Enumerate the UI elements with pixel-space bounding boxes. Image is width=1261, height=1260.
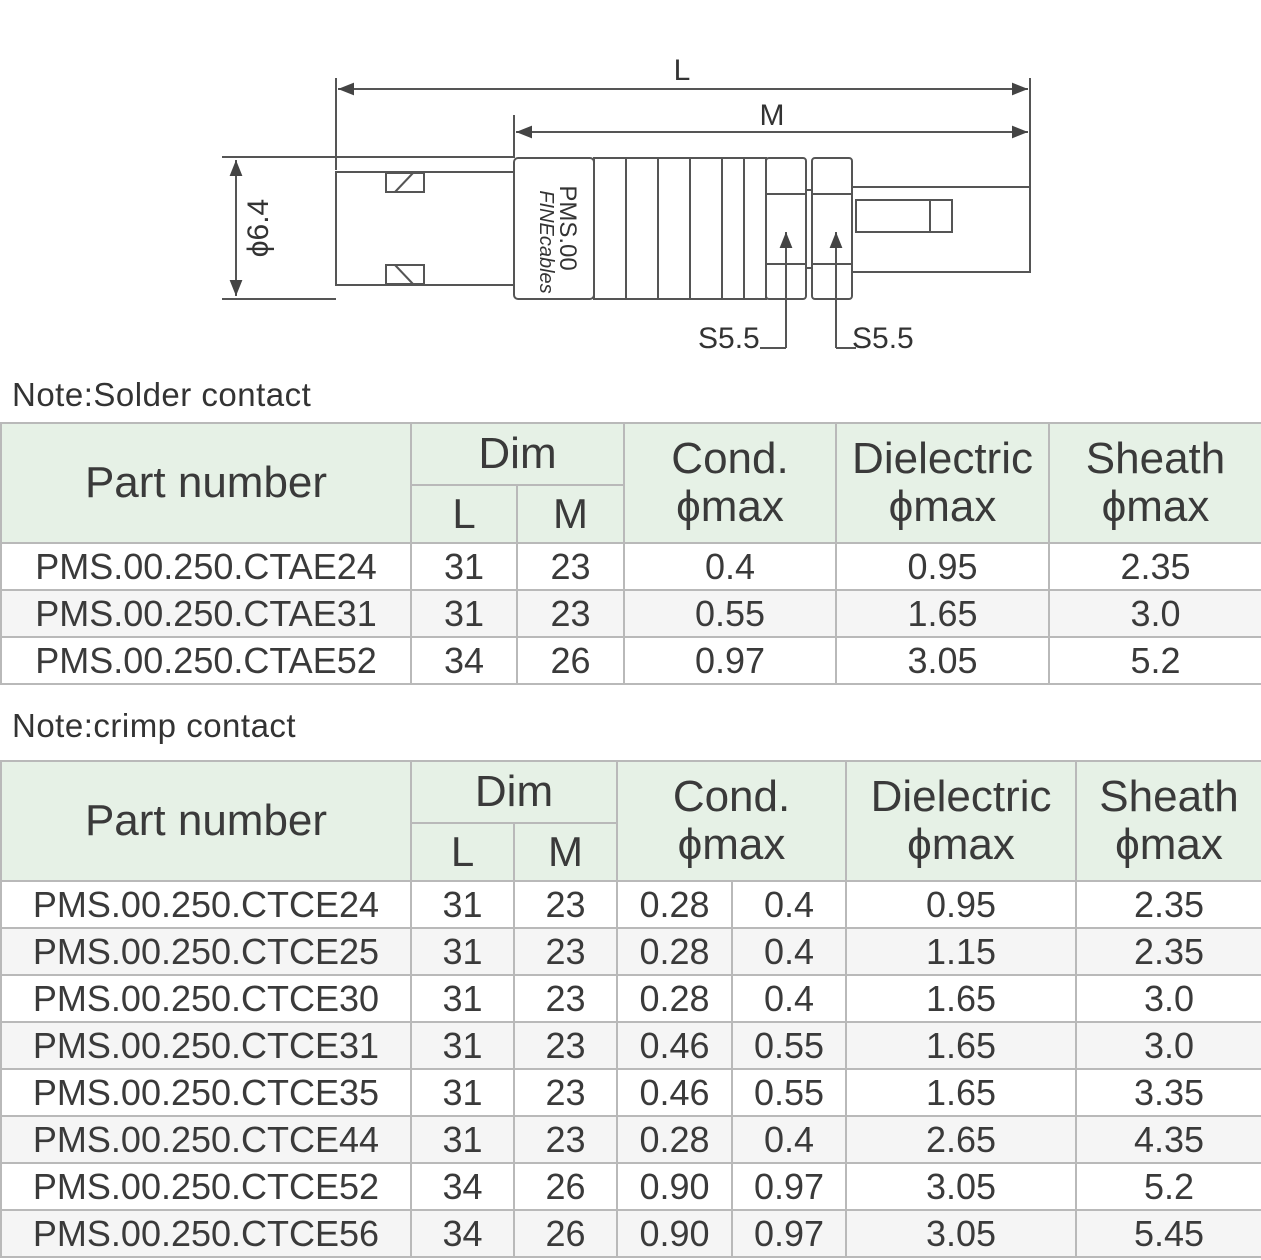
table-row [1,928,1261,975]
dielectric-cell: 3.05 [846,1163,1076,1210]
dielectric-cell: 1.65 [846,1069,1076,1116]
sheath-cell: 2.35 [1076,928,1261,975]
dielectric-cell: 2.65 [846,1116,1076,1163]
sheath-cell: 5.45 [1076,1210,1261,1257]
cond-cell: 0.97 [624,637,836,684]
header-sheath: Sheath ϕmax [1049,423,1261,543]
part-number-cell: PMS.00.250.CTAE52 [1,637,411,684]
header-dim: Dim [411,761,617,823]
table-row [1,881,1261,928]
header-dim-l: L [411,485,517,543]
table-row [1,637,1261,684]
dielectric-cell: 1.65 [846,1022,1076,1069]
l-cell: 31 [411,881,514,928]
sheath-cell: 5.2 [1049,637,1261,684]
cond-min-cell: 0.28 [617,881,732,928]
m-cell: 23 [514,1116,617,1163]
cond-min-cell: 0.28 [617,975,732,1022]
part-number-cell: PMS.00.250.CTCE35 [1,1069,411,1116]
header-dim-m: M [514,823,617,881]
sheath-cell: 5.2 [1076,1163,1261,1210]
header-cond: Cond. ϕmax [624,423,836,543]
solder-contact-table [0,422,1261,685]
m-cell: 23 [514,928,617,975]
table-row [1,1069,1261,1116]
l-cell: 31 [411,543,517,590]
dielectric-cell: 3.05 [836,637,1049,684]
l-cell: 34 [411,1163,514,1210]
dielectric-cell: 3.05 [846,1210,1076,1257]
m-cell: 26 [514,1163,617,1210]
dim-diameter-label: ϕ6.4 [242,198,275,258]
table-row [1,543,1261,590]
m-cell: 23 [514,881,617,928]
cond-max-cell: 0.97 [732,1163,846,1210]
part-number-cell: PMS.00.250.CTCE56 [1,1210,411,1257]
m-cell: 23 [514,1022,617,1069]
crimp-contact-table [0,760,1261,1258]
cond-max-cell: 0.4 [732,1116,846,1163]
cond-min-cell: 0.28 [617,928,732,975]
cond-max-cell: 0.55 [732,1069,846,1116]
cond-max-cell: 0.4 [732,928,846,975]
header-part-number: Part number [1,761,411,881]
dielectric-cell: 1.15 [846,928,1076,975]
sheath-cell: 2.35 [1049,543,1261,590]
sheath-cell: 3.0 [1076,975,1261,1022]
cond-min-cell: 0.28 [617,1116,732,1163]
cond-cell: 0.55 [624,590,836,637]
part-number-cell: PMS.00.250.CTCE24 [1,881,411,928]
l-cell: 31 [411,590,517,637]
header-dim-l: L [411,823,514,881]
sheath-cell: 3.0 [1076,1022,1261,1069]
cond-max-cell: 0.97 [732,1210,846,1257]
part-number-cell: PMS.00.250.CTAE24 [1,543,411,590]
cond-max-cell: 0.55 [732,1022,846,1069]
table-row [1,1210,1261,1257]
m-cell: 23 [514,975,617,1022]
sheath-cell: 2.35 [1076,881,1261,928]
spanner-label-1: S5.5 [698,322,760,355]
sheath-cell: 3.0 [1049,590,1261,637]
header-sheath: Sheath ϕmax [1076,761,1261,881]
dielectric-cell: 0.95 [846,881,1076,928]
dielectric-cell: 1.65 [846,975,1076,1022]
m-cell: 23 [517,590,624,637]
part-number-cell: PMS.00.250.CTCE31 [1,1022,411,1069]
header-part-number: Part number [1,423,411,543]
table-row [1,975,1261,1022]
sheath-cell: 3.35 [1076,1069,1261,1116]
part-number-cell: PMS.00.250.CTAE31 [1,590,411,637]
l-cell: 31 [411,1116,514,1163]
cond-cell: 0.4 [624,543,836,590]
m-cell: 26 [517,637,624,684]
dim-m-label: M [759,99,785,132]
l-cell: 34 [411,637,517,684]
l-cell: 31 [411,1022,514,1069]
dim-l-label: L [673,54,691,87]
m-cell: 23 [517,543,624,590]
part-number-cell: PMS.00.250.CTCE44 [1,1116,411,1163]
part-number-cell: PMS.00.250.CTCE30 [1,975,411,1022]
cond-max-cell: 0.4 [732,975,846,1022]
cond-min-cell: 0.90 [617,1210,732,1257]
l-cell: 31 [411,928,514,975]
dielectric-cell: 0.95 [836,543,1049,590]
l-cell: 31 [411,1069,514,1116]
cond-min-cell: 0.90 [617,1163,732,1210]
header-dielectric: Dielectric ϕmax [846,761,1076,881]
header-dim: Dim [411,423,624,485]
cond-max-cell: 0.4 [732,881,846,928]
header-dim-m: M [517,485,624,543]
m-cell: 26 [514,1210,617,1257]
part-number-cell: PMS.00.250.CTCE25 [1,928,411,975]
model-marking: PMS.00 [554,185,581,271]
dielectric-cell: 1.65 [836,590,1049,637]
connector-drawing [0,0,1261,370]
cond-min-cell: 0.46 [617,1069,732,1116]
sheath-cell: 4.35 [1076,1116,1261,1163]
table-row [1,590,1261,637]
l-cell: 34 [411,1210,514,1257]
solder-note: Note:Solder contact [12,376,312,413]
spanner-label-2: S5.5 [852,322,914,355]
l-cell: 31 [411,975,514,1022]
crimp-note: Note:crimp contact [12,707,297,744]
cond-min-cell: 0.46 [617,1022,732,1069]
header-cond: Cond. ϕmax [617,761,846,881]
part-number-cell: PMS.00.250.CTCE52 [1,1163,411,1210]
table-row [1,1116,1261,1163]
header-dielectric: Dielectric ϕmax [836,423,1049,543]
brand-logo: FINEcables [535,190,557,294]
table-row [1,1022,1261,1069]
m-cell: 23 [514,1069,617,1116]
table-row [1,1163,1261,1210]
